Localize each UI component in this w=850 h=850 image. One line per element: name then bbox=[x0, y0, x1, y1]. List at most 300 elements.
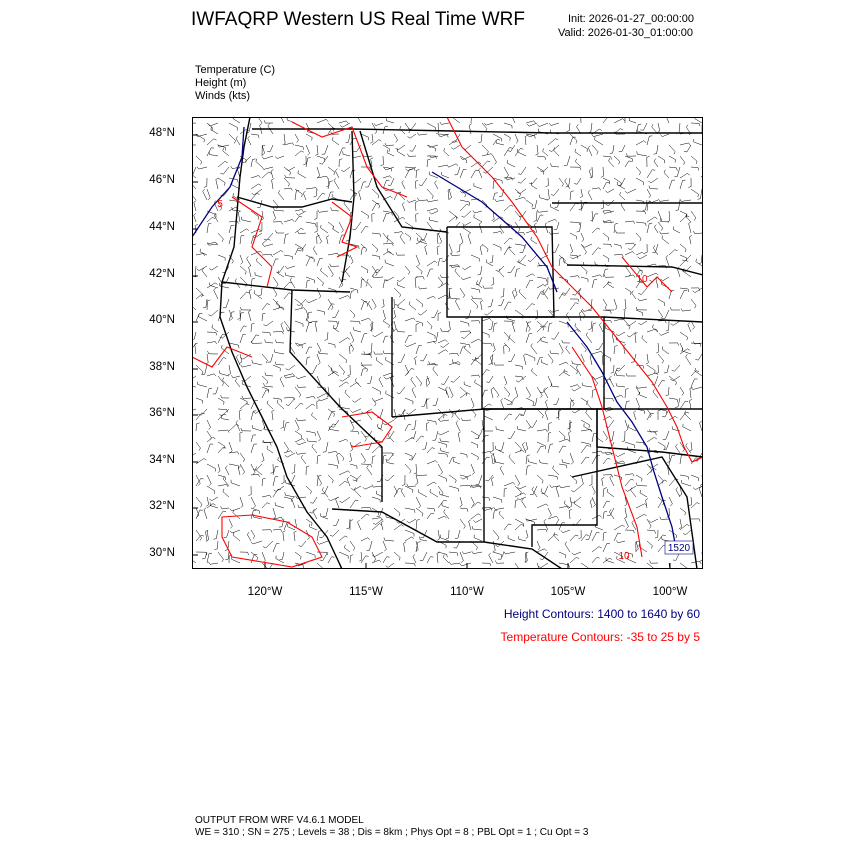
wind-barb bbox=[504, 302, 511, 310]
wind-barb bbox=[443, 555, 449, 564]
wind-barb bbox=[339, 382, 349, 387]
wind-barb bbox=[515, 134, 518, 143]
wind-barb bbox=[524, 354, 526, 365]
wind-barb bbox=[256, 258, 262, 266]
wind-barb bbox=[405, 486, 413, 493]
wind-barb bbox=[588, 190, 592, 200]
wind-barb bbox=[275, 340, 284, 343]
wind-barb bbox=[517, 149, 526, 156]
wind-barb bbox=[636, 398, 640, 409]
wind-barb bbox=[405, 438, 414, 443]
wind-barb bbox=[265, 372, 273, 376]
wind-barb bbox=[354, 487, 361, 497]
wind-barb bbox=[680, 156, 685, 165]
wind-barb bbox=[327, 236, 330, 245]
wind-barb bbox=[204, 508, 207, 519]
wind-barb bbox=[552, 332, 560, 339]
wind-barb bbox=[680, 332, 688, 340]
wind-barb bbox=[229, 221, 239, 224]
wind-barb bbox=[285, 453, 295, 457]
wind-barbs bbox=[192, 117, 703, 569]
wind-barb bbox=[323, 508, 328, 517]
wind-barb bbox=[196, 295, 204, 300]
wind-barb bbox=[589, 475, 592, 486]
wind-barb bbox=[449, 164, 458, 167]
wind-barb bbox=[559, 464, 567, 468]
wind-barb bbox=[581, 398, 587, 405]
wind-barb bbox=[372, 213, 375, 222]
wind-barb bbox=[367, 376, 372, 384]
wind-barb bbox=[538, 563, 548, 568]
wind-barb bbox=[553, 466, 559, 475]
wind-barb bbox=[285, 273, 295, 278]
wind-barb bbox=[559, 446, 566, 453]
wind-barb bbox=[590, 499, 592, 508]
wind-barb bbox=[460, 331, 471, 334]
wind-barb bbox=[616, 540, 625, 542]
wind-barb bbox=[418, 198, 428, 201]
wind-barb bbox=[239, 354, 242, 364]
wind-barb bbox=[559, 362, 568, 365]
wind-barb bbox=[482, 497, 490, 501]
wind-barb bbox=[621, 203, 625, 212]
wind-barb bbox=[198, 409, 207, 415]
wind-barb bbox=[564, 156, 570, 166]
wind-barb bbox=[518, 178, 526, 183]
wind-barb bbox=[460, 485, 471, 488]
wind-barb bbox=[431, 310, 438, 318]
wind-barb bbox=[240, 266, 246, 274]
wind-barb bbox=[691, 211, 696, 221]
wind-barb bbox=[493, 530, 499, 540]
wind-barb bbox=[317, 552, 328, 555]
wind-barb bbox=[525, 442, 527, 451]
wind-barb bbox=[264, 383, 273, 387]
wind-barb bbox=[339, 536, 348, 541]
wind-barb bbox=[455, 268, 460, 277]
wind-barb bbox=[249, 289, 252, 299]
wind-barb bbox=[339, 481, 348, 486]
wind-barb bbox=[592, 433, 597, 442]
wind-barb bbox=[337, 453, 339, 464]
wind-barb bbox=[383, 336, 388, 343]
wind-barb bbox=[264, 120, 273, 123]
wind-barb bbox=[515, 500, 518, 508]
wind-barb bbox=[350, 475, 357, 482]
wind-barb bbox=[407, 484, 416, 487]
wind-barb bbox=[292, 464, 295, 473]
wind-barb bbox=[603, 255, 609, 262]
wind-barb bbox=[273, 259, 279, 266]
wind-barb bbox=[430, 489, 438, 497]
wind-barb bbox=[295, 321, 303, 327]
wind-barb bbox=[310, 497, 317, 503]
wind-barb bbox=[306, 431, 316, 436]
wind-barb bbox=[582, 244, 592, 247]
wind-barb bbox=[471, 255, 479, 262]
wind-barb bbox=[460, 321, 469, 326]
lon-label-100w: 100°W bbox=[652, 586, 688, 598]
wind-barb bbox=[526, 304, 535, 310]
wind-barb bbox=[382, 299, 385, 308]
wind-barb bbox=[405, 508, 415, 513]
wind-barb bbox=[438, 258, 443, 266]
wind-barb bbox=[599, 323, 603, 332]
wind-barb bbox=[339, 453, 344, 461]
wind-barb bbox=[647, 217, 657, 222]
wind-barb bbox=[482, 404, 491, 409]
wind-barb bbox=[699, 255, 702, 264]
wind-barb bbox=[609, 158, 615, 167]
wind-barb bbox=[548, 516, 558, 519]
wind-barb bbox=[339, 296, 350, 300]
wind-barb bbox=[317, 310, 325, 315]
wind-barb bbox=[396, 145, 406, 150]
wind-barb bbox=[532, 398, 537, 406]
wind-barb bbox=[504, 488, 507, 497]
wind-barb bbox=[394, 232, 403, 235]
wind-barb bbox=[229, 123, 238, 131]
wind-barb bbox=[449, 353, 459, 356]
wind-barb bbox=[347, 477, 350, 486]
wind-barb bbox=[317, 541, 328, 544]
wind-barb bbox=[559, 371, 568, 376]
wind-barb bbox=[603, 558, 612, 563]
wind-barb bbox=[249, 266, 251, 277]
wind-barb bbox=[570, 167, 581, 170]
wind-barb bbox=[350, 332, 354, 343]
wind-barb bbox=[273, 529, 282, 532]
wind-barb bbox=[495, 561, 504, 564]
wind-barb bbox=[559, 506, 569, 509]
wind-barb bbox=[324, 332, 328, 340]
wind-barb bbox=[405, 318, 415, 321]
wind-barb bbox=[350, 321, 360, 324]
wind-barb bbox=[626, 153, 636, 156]
wind-barb bbox=[472, 526, 482, 530]
wind-barb bbox=[504, 148, 512, 156]
wind-barb bbox=[372, 398, 376, 406]
wind-barb bbox=[684, 145, 691, 152]
wind-barb bbox=[223, 489, 229, 497]
wind-barb bbox=[343, 151, 350, 156]
wind-barb bbox=[581, 233, 584, 242]
wind-barb bbox=[451, 253, 460, 256]
wind-barb bbox=[427, 341, 436, 343]
wind-barb bbox=[442, 503, 449, 508]
wind-barb bbox=[372, 518, 382, 521]
wind-barb bbox=[638, 255, 647, 259]
wind-barb bbox=[669, 250, 678, 255]
wind-barb bbox=[328, 557, 335, 563]
wind-barb bbox=[570, 557, 579, 563]
wind-barb bbox=[322, 145, 328, 154]
wind-barb bbox=[666, 255, 669, 266]
wind-barb bbox=[408, 134, 417, 138]
wind-barb bbox=[515, 189, 521, 197]
wind-barb bbox=[570, 453, 573, 464]
wind-barb bbox=[680, 143, 690, 145]
wind-barb bbox=[603, 178, 610, 184]
wind-barb bbox=[581, 445, 590, 453]
wind-barb bbox=[229, 225, 234, 233]
wind-barb bbox=[273, 467, 278, 476]
wind-barb bbox=[493, 387, 499, 397]
wind-barb bbox=[339, 121, 348, 123]
wind-barb bbox=[493, 244, 501, 251]
wind-barb bbox=[240, 432, 243, 442]
wind-barb bbox=[386, 431, 394, 439]
wind-barb bbox=[407, 200, 416, 203]
wind-barb bbox=[240, 255, 243, 264]
wind-barb bbox=[515, 450, 524, 453]
wind-barb bbox=[489, 553, 493, 563]
wind-barb bbox=[438, 277, 443, 286]
wind-barb bbox=[328, 304, 334, 310]
wind-barb bbox=[676, 444, 680, 453]
wind-barb bbox=[416, 436, 424, 442]
wind-barb bbox=[251, 435, 256, 442]
height-field-label: Height (m) bbox=[195, 77, 247, 89]
wind-barb bbox=[361, 227, 368, 234]
wind-barb bbox=[415, 356, 418, 365]
wind-barb bbox=[680, 255, 687, 261]
wyoming-border bbox=[447, 227, 554, 317]
wind-barb bbox=[298, 231, 306, 234]
wind-barb bbox=[570, 365, 578, 374]
wind-barb bbox=[449, 552, 458, 556]
wind-barb bbox=[218, 255, 225, 261]
wind-barb bbox=[262, 156, 273, 159]
wind-barb bbox=[658, 380, 665, 387]
wind-barb bbox=[236, 136, 240, 145]
wind-barb bbox=[680, 199, 691, 202]
wind-barb bbox=[512, 322, 515, 332]
wind-barb bbox=[526, 121, 536, 123]
wind-barb bbox=[229, 200, 238, 204]
lat-label-40: 40°N bbox=[149, 314, 175, 326]
wind-barb bbox=[640, 392, 647, 398]
wind-barb bbox=[433, 332, 438, 342]
wind-barb bbox=[625, 442, 635, 448]
wind-barb bbox=[208, 562, 218, 565]
wind-barb bbox=[482, 123, 487, 131]
wind-barb bbox=[306, 396, 315, 399]
wind-barb bbox=[416, 376, 422, 386]
wind-barb bbox=[195, 343, 198, 354]
wind-barb bbox=[415, 277, 418, 288]
wind-barb bbox=[229, 442, 232, 453]
wind-barb bbox=[570, 385, 579, 387]
wind-barb bbox=[306, 552, 315, 558]
wind-barb bbox=[572, 361, 581, 365]
wind-barb bbox=[616, 373, 625, 376]
wind-barb bbox=[240, 464, 245, 474]
wind-barb bbox=[652, 244, 658, 253]
wind-barb bbox=[462, 332, 472, 339]
temperature-contour-label-3: 5 bbox=[217, 199, 223, 210]
wind-barb bbox=[558, 410, 561, 420]
wind-barb bbox=[526, 398, 534, 405]
wind-barb bbox=[235, 378, 240, 387]
wind-barb bbox=[263, 244, 273, 246]
wind-barb bbox=[281, 420, 284, 428]
wind-barb bbox=[504, 482, 515, 486]
wind-barb bbox=[256, 159, 262, 167]
wind-barb bbox=[469, 124, 472, 134]
wind-barb bbox=[295, 216, 302, 222]
wind-barb bbox=[474, 535, 482, 541]
wind-barb bbox=[402, 475, 405, 486]
wind-barb bbox=[207, 223, 211, 233]
wind-barb bbox=[363, 486, 372, 489]
wind-barb bbox=[296, 418, 306, 421]
wind-barb bbox=[415, 201, 418, 211]
wind-barb bbox=[284, 442, 289, 452]
wind-barb bbox=[646, 499, 649, 509]
wind-barb bbox=[464, 382, 471, 388]
wind-barb bbox=[504, 387, 510, 397]
wind-barb bbox=[416, 266, 422, 274]
wind-barb bbox=[416, 233, 422, 241]
wind-barb bbox=[526, 354, 535, 361]
wind-barb bbox=[471, 514, 481, 519]
wind-barb bbox=[239, 410, 242, 420]
wind-barb bbox=[405, 266, 410, 274]
wind-barb bbox=[295, 299, 303, 308]
wind-barb bbox=[579, 200, 582, 210]
wind-barb bbox=[350, 310, 355, 318]
wind-barb bbox=[639, 288, 648, 295]
wind-barb bbox=[220, 167, 229, 174]
wind-barb bbox=[691, 189, 699, 197]
wind-barb bbox=[295, 552, 301, 560]
wind-barb bbox=[209, 310, 219, 316]
wind-barb bbox=[551, 189, 559, 195]
wind-barb bbox=[427, 376, 430, 385]
wind-barb bbox=[625, 252, 635, 256]
wind-barb bbox=[493, 232, 502, 235]
wind-barb bbox=[676, 123, 680, 134]
wind-barb bbox=[194, 213, 196, 222]
wind-barb bbox=[372, 387, 381, 395]
lat-label-46: 46°N bbox=[149, 174, 175, 186]
wind-barb bbox=[471, 170, 479, 178]
wind-barb bbox=[658, 410, 661, 420]
wind-barb bbox=[649, 464, 658, 468]
wind-barb bbox=[378, 420, 383, 429]
wind-barb bbox=[349, 453, 352, 462]
wind-barb bbox=[691, 519, 700, 522]
wind-barb bbox=[663, 431, 669, 440]
wind-barb bbox=[209, 497, 218, 501]
wind-barb bbox=[504, 376, 507, 385]
wind-barb bbox=[361, 556, 369, 563]
wind-barb bbox=[570, 233, 577, 239]
wind-barb bbox=[540, 321, 548, 327]
wind-barb bbox=[647, 365, 655, 373]
wind-barb bbox=[471, 398, 474, 408]
wind-barb bbox=[373, 398, 383, 401]
wind-barb bbox=[350, 431, 359, 434]
wind-barb bbox=[306, 255, 314, 262]
wind-barb bbox=[581, 277, 588, 282]
wind-barb bbox=[207, 388, 212, 398]
wind-barb bbox=[283, 134, 286, 145]
wind-barb bbox=[603, 501, 610, 508]
wind-barb bbox=[218, 447, 226, 453]
wind-barb bbox=[640, 123, 647, 130]
wind-barb bbox=[284, 397, 295, 400]
wind-barb bbox=[540, 460, 549, 464]
wind-barb bbox=[262, 332, 271, 336]
wind-barb bbox=[569, 497, 572, 508]
wind-barb bbox=[427, 199, 438, 202]
wind-barb bbox=[386, 118, 394, 123]
wind-barb bbox=[196, 288, 203, 297]
wind-barb bbox=[211, 127, 218, 134]
wind-barb bbox=[537, 292, 544, 299]
wind-barb bbox=[438, 313, 441, 321]
wind-barb bbox=[274, 207, 285, 211]
wind-barb bbox=[588, 123, 592, 133]
wind-barb bbox=[534, 223, 537, 233]
wind-barb bbox=[628, 244, 636, 250]
wind-barb bbox=[440, 535, 449, 541]
wind-barb bbox=[444, 148, 449, 156]
wind-barb bbox=[515, 475, 520, 486]
wind-barb bbox=[603, 310, 611, 314]
wind-barb bbox=[447, 288, 450, 299]
wind-barb bbox=[317, 233, 322, 244]
wind-barb bbox=[540, 195, 548, 200]
wind-barb bbox=[284, 188, 292, 191]
wind-barb bbox=[680, 508, 686, 515]
wind-barb bbox=[499, 511, 504, 519]
wind-barb bbox=[537, 321, 544, 330]
wind-barb bbox=[206, 354, 209, 364]
wind-barb bbox=[230, 508, 240, 511]
wind-barb bbox=[335, 169, 339, 178]
wind-barb bbox=[351, 409, 362, 413]
wind-barb bbox=[580, 189, 583, 198]
wind-barb bbox=[386, 357, 395, 365]
wind-barb bbox=[605, 307, 614, 310]
wind-barb bbox=[229, 519, 232, 528]
wind-barb bbox=[361, 247, 365, 255]
wind-barb bbox=[490, 442, 493, 452]
wind-barb bbox=[676, 200, 680, 211]
wind-barb bbox=[418, 310, 427, 315]
wind-barb bbox=[581, 429, 592, 432]
wind-barb bbox=[662, 537, 670, 541]
wind-barb bbox=[508, 535, 515, 541]
wind-barb bbox=[449, 217, 458, 222]
wind-barb bbox=[262, 376, 268, 384]
wind-barb bbox=[482, 435, 489, 442]
wind-barb bbox=[317, 455, 321, 464]
wind-barb bbox=[207, 300, 210, 310]
wind-barb bbox=[536, 145, 539, 155]
wind-barb bbox=[240, 229, 249, 233]
wind-barb bbox=[229, 464, 239, 469]
wind-barb bbox=[453, 458, 460, 464]
wind-barb bbox=[218, 161, 228, 167]
wind-barb bbox=[218, 552, 224, 562]
wind-barb bbox=[515, 365, 523, 369]
wind-barb bbox=[625, 288, 631, 295]
wind-barb bbox=[251, 541, 262, 544]
